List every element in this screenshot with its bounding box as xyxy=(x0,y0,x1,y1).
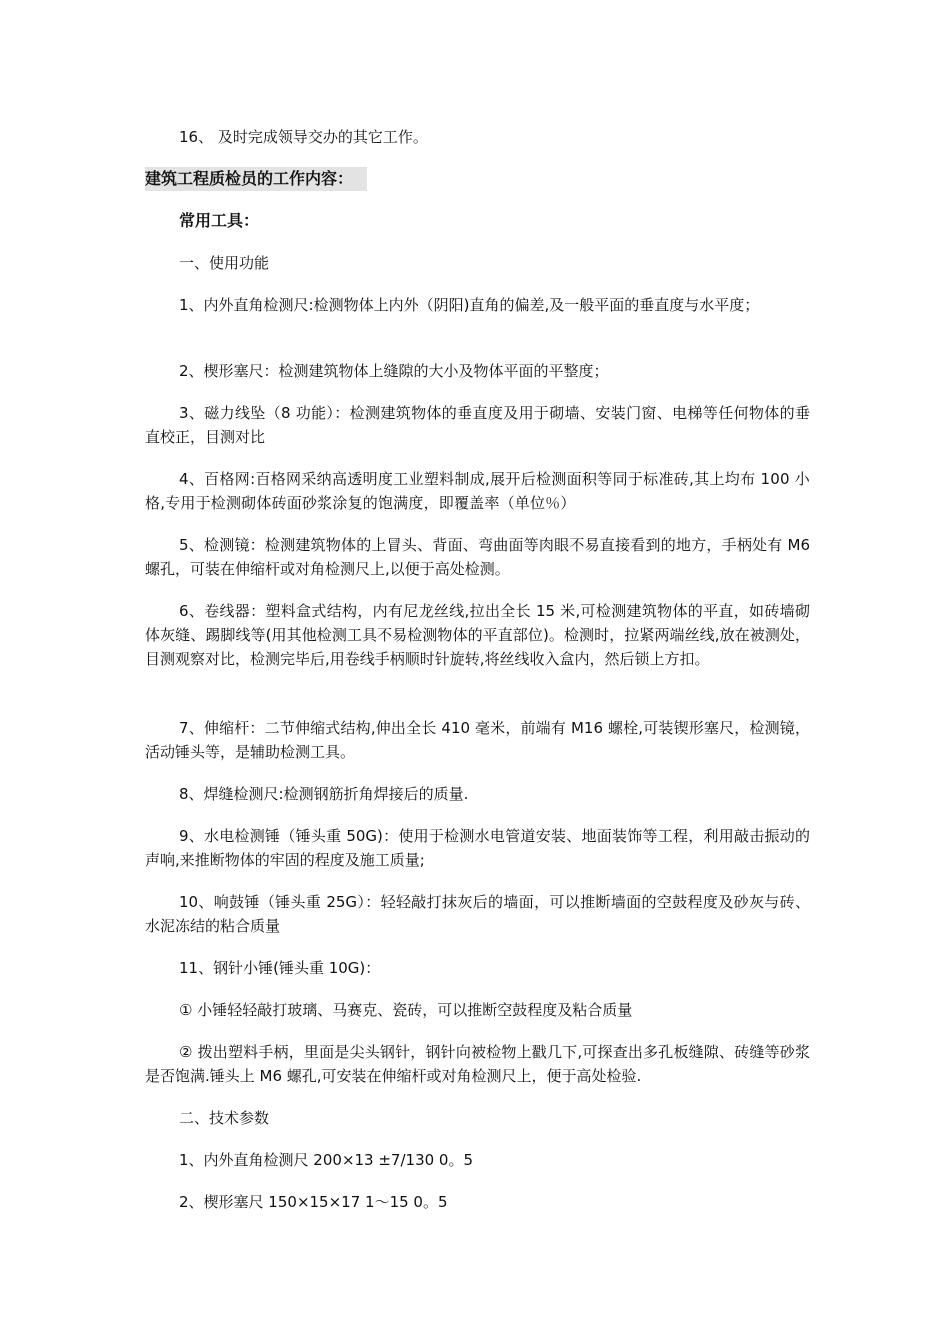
tool-item-9: 9、水电检测锤（锤头重 50G)：使用于检测水电管道安装、地面装饰等工程，利用敲击振动的声响,来推断物体的牢固的程度及施工质量; xyxy=(145,827,810,869)
param-item-2: 2、楔形塞尺 150×15×17 1～15 0。5 xyxy=(179,1193,448,1211)
tool-item-11-note-1: ① 小锤轻轻敲打玻璃、马赛克、瓷砖，可以推断空鼓程度及粘合质量 xyxy=(179,1001,633,1019)
tool-item-4: 4、百格网:百格网采纳高透明度工业塑料制成,展开后检测面积等同于标准砖,其上均布 100 小格,专用于检测砌体砖面砂浆涂复的饱满度，即覆盖率（单位％） xyxy=(145,470,810,512)
tool-item-5: 5、检测镜：检测建筑物体的上冒头、背面、弯曲面等肉眼不易直接看到的地方，手柄处有 M6 螺孔，可装在伸缩杆或对角检测尺上,以便于高处检测。 xyxy=(145,536,810,578)
item-16: 16、 及时完成领导交办的其它工作。 xyxy=(179,128,428,146)
tools-title: 常用工具： xyxy=(179,211,260,230)
tool-item-8: 8、焊缝检测尺:检测钢筋折角焊接后的质量. xyxy=(179,785,469,803)
tool-item-10: 10、响鼓锤（锤头重 25G）：轻轻敲打抹灰后的墙面，可以推断墙面的空鼓程度及砂灰与砖、水泥冻结的粘合质量 xyxy=(145,893,810,935)
tool-item-2: 2、楔形塞尺：检测建筑物体上缝隙的大小及物体平面的平整度； xyxy=(179,362,609,380)
tool-item-6: 6、卷线器：塑料盒式结构，内有尼龙丝线,拉出全长 15 米,可检测建筑物体的平直，如砖墙砌体灰缝、踢脚线等(用其他检测工具不易检测物体的平直部位)。检测时，拉紧两端丝线,放在被测处，目测观察对比，检测完毕后,用卷线手柄顺时针旋转,将丝线收入盒内，然后锁上方扣。 xyxy=(145,602,810,668)
section-title: 建筑工程质检员的工作内容： xyxy=(145,167,367,191)
part2-title: 二、技术参数 xyxy=(179,1109,270,1127)
tool-item-11: 11、钢针小锤(锤头重 10G)： xyxy=(179,959,381,977)
tool-item-3: 3、磁力线坠（8 功能）：检测建筑物体的垂直度及用于砌墙、安装门窗、电梯等任何物体的垂直校正，目测对比 xyxy=(145,404,810,446)
param-item-1: 1、内外直角检测尺 200×13 ±7/130 0。5 xyxy=(179,1151,474,1169)
tool-item-1: 1、内外直角检测尺:检测物体上内外（阴阳)直角的偏差,及一般平面的垂直度与水平度； xyxy=(179,296,760,314)
tool-item-7: 7、伸缩杆：二节伸缩式结构,伸出全长 410 毫米，前端有 M16 螺栓,可装锲形塞尺，检测镜，活动锤头等，是辅助检测工具。 xyxy=(145,719,810,761)
part1-title: 一、使用功能 xyxy=(179,254,270,272)
tool-item-11-note-2: ② 拨出塑料手柄，里面是尖头钢针，钢针向被检物上戳几下,可探查出多孔板缝隙、砖缝等砂浆是否饱满.锤头上 M6 螺孔,可安装在伸缩杆或对角检测尺上，便于高处检验. xyxy=(145,1043,810,1085)
